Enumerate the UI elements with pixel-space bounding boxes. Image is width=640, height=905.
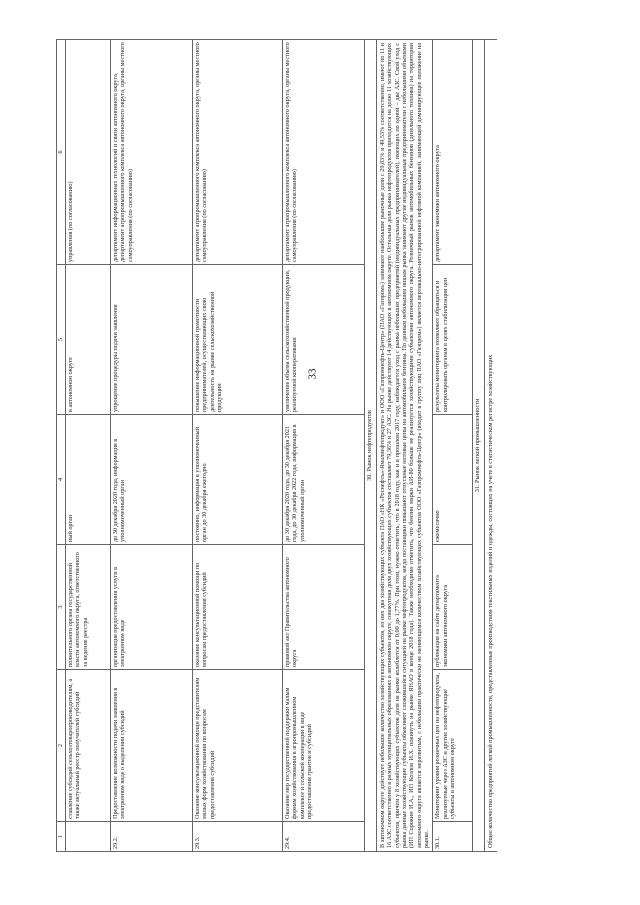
result-cell: полнительного органа государственной власти автономного округа, ответственного за ведение реестра — [66, 545, 111, 670]
deadline-cell: постоянно, информация в уполномоченный орган до 30 декабря ежегодно — [193, 415, 283, 545]
row-number: 29.3. — [193, 822, 283, 852]
measure-cell: Предоставление возможности подачи заявления в электронном виде о выделении субсидий — [111, 670, 193, 822]
row-number — [66, 822, 111, 852]
executor-cell: департамент агропромышленного комплекса автономного округа, органы местного самоуправления (по согласованию) — [283, 40, 365, 265]
section-title: 30. Рынок нефтепродуктов — [365, 40, 377, 852]
table-row — [66, 40, 111, 852]
section-text-row — [485, 40, 498, 852]
table-row — [193, 40, 283, 852]
section-text-row — [377, 40, 433, 852]
section-title: 31. Рынок легкой промышленности — [473, 40, 485, 852]
document-sheet — [56, 40, 604, 852]
header-cell: 4 — [57, 415, 66, 545]
result-cell: правовой акт Правительства автономного округа — [283, 545, 365, 670]
deadline-cell: до 30 декабря 2020 года, информация в уполномоченный орган — [111, 415, 193, 545]
section-row — [473, 40, 485, 852]
executor-cell: департамент экономики автономного округа — [433, 40, 473, 265]
header-cell: 6 — [57, 40, 66, 265]
header-cell: 1 — [57, 822, 66, 852]
deadline-cell: до 30 декабря 2020 года, до 30 декабря 2021 года, до 30 декабря 2022 года, информация в уполномоченный орган — [283, 415, 365, 545]
effect-cell: результаты мониторинга позволяют обращаться и контролировать органам в целях стабилизации цен — [433, 265, 473, 415]
measure-cell: Оказание консультационной помощи представителям малых форм хозяйствования по вопросам предоставления субсидий — [193, 670, 283, 822]
section-text: Общее количество предприятий легкой промышленности, представленные производством текстильных изделий и одежды, состоящих на учете в статистическом регистре хозяйствующих — [485, 40, 498, 852]
result-cell: публикация на сайте департамента экономики автономного округа — [433, 545, 473, 670]
deadline-cell: ежемесячно — [433, 415, 473, 545]
effect-cell: увеличение объема сельскохозяйственной продукции, реализуемой кооперативами — [283, 265, 365, 415]
section-row — [365, 40, 377, 852]
executor-cell: департамент агропромышленного комплекса автономного округа, органы местного самоуправления (по согласованию) — [193, 40, 283, 265]
table-row — [283, 40, 365, 852]
result-cell: оказание консультационной помощи по вопросам предоставления субсидий — [193, 545, 283, 670]
section-text: В автономном округе действует небольшое количество хозяйствующих субъектов, из них два хозяйствующих субъекта ПАО «НК «Роснефть»-Ямалнефтепродукт» и ООО «Газпромнефть-Центр» (ПАО «Газпром») занимают наибольшие рыночные доли с 29,83% и 49,53% соответственно, имеют по 11 и 16 АЗС соответственно в разных муниципальных образованиях в автономном округе, совокупная доля двух хозяйствующих субъектов составляет 79,36% и 27 АЗС. На рынке действуют 14 действующих в автономном округе. Остальная доля рынка нефтепродуктов приходится на долю 11 хозяйствующих субъектов, причем у 8 хозяйствующих субъектов доля на рынке колеблется от 0,00 до 1,77%. При этом, нужно отметить, что в 2018 году, как и в прошлом 2017 году, наблюдается уход с рынка небольших предприятий (индивидуальных предпринимателей), имеющих по одной – две АЗС. Свой уход с рынка данные хозяйствующие субъекты объясняют сложившейся ситуацией на рынке нефтепродуктов, когда поставщики повышают отпускные оптовые цены на автомобильное бензины. По данным небольшим нишам рынка занимают другие индивидуальные предприниматели с небольшими объемами (ИП Сорокин И.А., ИП Козлов И.Х. покинуть на рынке ЯНАО в конце 2018 года). Также необходимо отметить, что бензин марки АИ-80 больше не реализуется хозяйствующими субъектами автономного округа. Розничный рынок автомобильных бензинов (дизельного топлива) на территории автономного округа является неразвитым, с небольшим практически не меняющимся количеством хозяйствующих субъектов ООО «Газпромнефть-Центр» (входит в группу лиц ПАО «Газпром») является вертикально-интегрированной нефтяной компанией, занимающей доминирующее положение на рынке. — [377, 40, 433, 852]
effect-cell: упрощение процедуры подачи заявления — [111, 265, 193, 415]
page-number: 33 — [306, 368, 319, 380]
header-cell: 2 — [57, 670, 66, 822]
effect-cell: повышение информационной грамотности предпринимателей, осуществляющих свою деятельность на рынке сельскохозяйственной продукции — [193, 265, 283, 415]
result-cell: организация предоставления услуги в электронном виде — [111, 545, 193, 670]
row-number: 29.2. — [111, 822, 193, 852]
measure-cell: Мониторинг уровня розничных цен на нефтепродукты, реализуемые через АЗС и другие хозяйствующие субъекты в автономном округе — [433, 670, 473, 822]
table-header-row — [57, 40, 66, 852]
measures-table — [56, 39, 497, 852]
executor-cell: управления (по согласованию) — [66, 40, 111, 265]
header-cell: 3 — [57, 545, 66, 670]
table-row — [433, 40, 473, 852]
table-row — [111, 40, 193, 852]
row-number: 30.1. — [433, 822, 473, 852]
deadline-cell: ный орган — [66, 415, 111, 545]
measure-cell: ставление субсидий сельхозтоваропроизводителям, а также актуальный реестр получателей субсидий — [66, 670, 111, 822]
header-cell: 5 — [57, 265, 66, 415]
executor-cell: департамент информационных технологий и связи автономного округа, департамент агропромышленного комплекса автономного округа, органы местного самоуправления (по согласованию) — [111, 40, 193, 265]
effect-cell: в автономном округе — [66, 265, 111, 415]
row-number: 29.4. — [283, 822, 365, 852]
measure-cell: Оказание мер государственной поддержки малым формам хозяйствования в агропромышленном комплексе и сельской кооперации в виде предоставления грантов и субсидий — [283, 670, 365, 822]
